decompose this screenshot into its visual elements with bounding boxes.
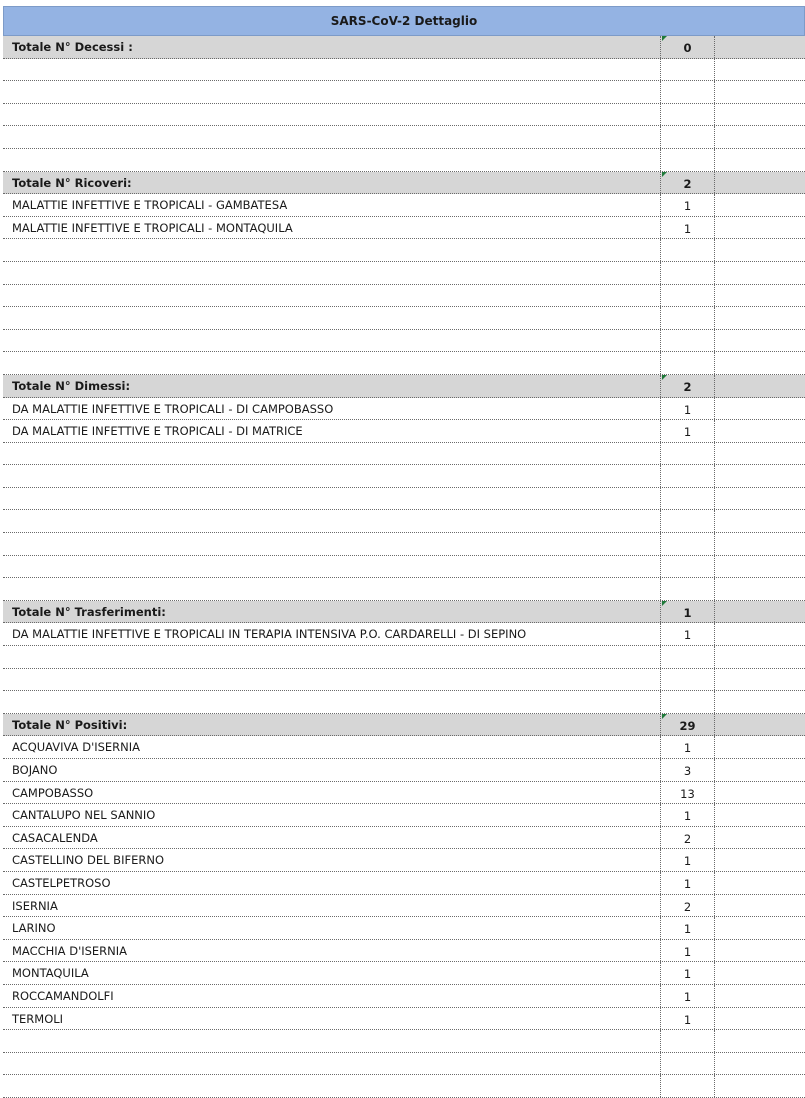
empty-row bbox=[3, 262, 805, 285]
row-value[interactable] bbox=[660, 556, 715, 578]
row-value[interactable] bbox=[660, 488, 715, 510]
row-label[interactable] bbox=[3, 691, 660, 713]
empty-cell[interactable] bbox=[715, 36, 805, 58]
table-row bbox=[3, 917, 805, 940]
empty-cell[interactable] bbox=[715, 782, 805, 804]
table-row bbox=[3, 194, 805, 217]
row-value[interactable]: 1 bbox=[660, 1008, 715, 1030]
empty-cell[interactable] bbox=[715, 420, 805, 442]
empty-cell[interactable] bbox=[715, 1053, 805, 1075]
empty-cell[interactable] bbox=[715, 759, 805, 781]
row-label[interactable]: LARINO bbox=[12, 921, 56, 936]
empty-cell[interactable] bbox=[715, 375, 805, 397]
row-value[interactable]: 1 bbox=[660, 804, 715, 826]
row-value[interactable] bbox=[660, 352, 715, 374]
row-value[interactable]: 2 bbox=[660, 895, 715, 917]
row-label[interactable]: CASTELPETROSO bbox=[12, 875, 111, 890]
section-total[interactable] bbox=[660, 172, 715, 194]
empty-cell[interactable] bbox=[715, 827, 805, 849]
empty-row bbox=[3, 669, 805, 692]
table-row bbox=[3, 736, 805, 759]
row-label[interactable] bbox=[3, 646, 660, 668]
table-row bbox=[3, 849, 805, 872]
row-label[interactable] bbox=[3, 330, 660, 352]
section-total[interactable] bbox=[660, 375, 715, 397]
empty-row bbox=[3, 578, 805, 601]
cell-comment-flag-icon bbox=[662, 601, 668, 606]
row-value[interactable]: 1 bbox=[660, 849, 715, 871]
row-label[interactable] bbox=[3, 59, 660, 81]
cell-comment-flag-icon bbox=[662, 375, 668, 380]
row-value[interactable] bbox=[660, 104, 715, 126]
empty-row bbox=[3, 330, 805, 353]
empty-row bbox=[3, 488, 805, 511]
section-label[interactable]: Totale N° Trasferimenti: bbox=[12, 604, 166, 619]
row-label[interactable]: DA MALATTIE INFETTIVE E TROPICALI - DI CAMPOBASSO bbox=[12, 401, 334, 416]
row-label[interactable]: ROCCAMANDOLFI bbox=[12, 988, 114, 1003]
row-value[interactable] bbox=[660, 578, 715, 600]
empty-row bbox=[3, 1075, 805, 1098]
empty-cell[interactable] bbox=[715, 239, 805, 261]
empty-cell[interactable] bbox=[715, 623, 805, 645]
spreadsheet bbox=[3, 6, 805, 1098]
cell-comment-flag-icon bbox=[662, 172, 668, 177]
row-label[interactable] bbox=[3, 556, 660, 578]
section-total[interactable] bbox=[660, 601, 715, 623]
row-value[interactable] bbox=[660, 262, 715, 284]
empty-cell[interactable] bbox=[715, 104, 805, 126]
row-value[interactable] bbox=[660, 1075, 715, 1097]
row-value[interactable]: 2 bbox=[660, 827, 715, 849]
row-value[interactable] bbox=[660, 307, 715, 329]
row-label[interactable]: DA MALATTIE INFETTIVE E TROPICALI - DI MATRICE bbox=[12, 424, 303, 439]
empty-cell[interactable] bbox=[715, 488, 805, 510]
row-value[interactable] bbox=[660, 691, 715, 713]
empty-row bbox=[3, 285, 805, 308]
section-total-text: 29 bbox=[679, 718, 696, 733]
empty-row bbox=[3, 81, 805, 104]
empty-cell[interactable] bbox=[715, 352, 805, 374]
empty-cell[interactable] bbox=[715, 398, 805, 420]
row-label[interactable]: CASACALENDA bbox=[12, 830, 98, 845]
row-label[interactable] bbox=[3, 104, 660, 126]
empty-row bbox=[3, 691, 805, 714]
empty-row bbox=[3, 59, 805, 82]
row-value[interactable] bbox=[660, 239, 715, 261]
section-header-row bbox=[3, 714, 805, 737]
section-total-text: 0 bbox=[683, 41, 692, 55]
table-row bbox=[3, 827, 805, 850]
empty-row bbox=[3, 646, 805, 669]
table-row bbox=[3, 759, 805, 782]
sheet-title: SARS-CoV-2 Dettaglio bbox=[3, 6, 805, 36]
row-label[interactable] bbox=[3, 488, 660, 510]
section-total-text: 2 bbox=[683, 176, 692, 191]
section-header-row bbox=[3, 172, 805, 195]
empty-cell[interactable] bbox=[715, 307, 805, 329]
empty-row bbox=[3, 533, 805, 556]
empty-cell[interactable] bbox=[715, 262, 805, 284]
empty-cell[interactable] bbox=[715, 1008, 805, 1030]
row-label[interactable]: MALATTIE INFETTIVE E TROPICALI - GAMBATESA bbox=[12, 198, 288, 213]
table-row bbox=[3, 1008, 805, 1031]
empty-cell[interactable] bbox=[715, 556, 805, 578]
row-value[interactable]: 1 bbox=[660, 985, 715, 1007]
empty-row bbox=[3, 104, 805, 127]
empty-cell[interactable] bbox=[715, 872, 805, 894]
empty-cell[interactable] bbox=[715, 917, 805, 939]
row-label[interactable] bbox=[3, 533, 660, 555]
row-label[interactable] bbox=[3, 1075, 660, 1097]
section-total-text: 2 bbox=[683, 379, 692, 394]
row-value[interactable]: 1 bbox=[660, 736, 715, 758]
row-value[interactable] bbox=[660, 1053, 715, 1075]
empty-cell[interactable] bbox=[715, 533, 805, 555]
row-value[interactable]: 13 bbox=[660, 782, 715, 804]
empty-cell[interactable] bbox=[715, 1030, 805, 1052]
row-value[interactable] bbox=[660, 285, 715, 307]
section-label[interactable]: Totale N° Dimessi: bbox=[12, 378, 131, 393]
empty-cell[interactable] bbox=[715, 330, 805, 352]
row-label[interactable] bbox=[3, 1053, 660, 1075]
row-label[interactable] bbox=[3, 465, 660, 487]
section-label[interactable]: Totale N° Ricoveri: bbox=[12, 175, 132, 190]
empty-cell[interactable] bbox=[715, 126, 805, 148]
empty-cell[interactable] bbox=[715, 736, 805, 758]
section-label[interactable]: Totale N° Decessi : bbox=[12, 40, 133, 54]
empty-cell[interactable] bbox=[715, 804, 805, 826]
cell-comment-flag-icon bbox=[662, 36, 668, 41]
table-row bbox=[3, 420, 805, 443]
empty-cell[interactable] bbox=[715, 962, 805, 984]
row-value[interactable]: 3 bbox=[660, 759, 715, 781]
empty-cell[interactable] bbox=[715, 172, 805, 194]
empty-cell[interactable] bbox=[715, 59, 805, 81]
row-value[interactable] bbox=[660, 669, 715, 691]
row-label[interactable] bbox=[3, 1030, 660, 1052]
section-header-row bbox=[3, 36, 805, 59]
row-value[interactable] bbox=[660, 126, 715, 148]
row-value[interactable] bbox=[660, 510, 715, 532]
empty-cell[interactable] bbox=[715, 81, 805, 103]
row-label[interactable] bbox=[3, 578, 660, 600]
row-label[interactable] bbox=[3, 149, 660, 171]
section-total[interactable] bbox=[660, 36, 715, 58]
empty-row bbox=[3, 352, 805, 375]
empty-row bbox=[3, 556, 805, 579]
table-row bbox=[3, 962, 805, 985]
table-row bbox=[3, 623, 805, 646]
empty-cell[interactable] bbox=[715, 895, 805, 917]
row-value[interactable]: 1 bbox=[660, 217, 715, 239]
empty-cell[interactable] bbox=[715, 1075, 805, 1097]
row-value[interactable] bbox=[660, 533, 715, 555]
empty-row bbox=[3, 239, 805, 262]
empty-cell[interactable] bbox=[715, 443, 805, 465]
empty-cell[interactable] bbox=[715, 985, 805, 1007]
section-total[interactable] bbox=[660, 714, 715, 736]
empty-row bbox=[3, 126, 805, 149]
row-value[interactable]: 1 bbox=[660, 962, 715, 984]
row-value[interactable]: 1 bbox=[660, 420, 715, 442]
empty-row bbox=[3, 149, 805, 172]
empty-row bbox=[3, 307, 805, 330]
row-label[interactable]: CASTELLINO DEL BIFERNO bbox=[12, 853, 164, 868]
empty-cell[interactable] bbox=[715, 940, 805, 962]
empty-cell[interactable] bbox=[715, 714, 805, 736]
row-label[interactable]: MONTAQUILA bbox=[12, 966, 89, 981]
cell-comment-flag-icon bbox=[662, 714, 668, 719]
table-row bbox=[3, 782, 805, 805]
row-label[interactable]: CAMPOBASSO bbox=[12, 785, 94, 800]
row-label[interactable] bbox=[3, 307, 660, 329]
table-row bbox=[3, 217, 805, 240]
row-value[interactable] bbox=[660, 443, 715, 465]
section-header-row bbox=[3, 375, 805, 398]
row-label[interactable] bbox=[3, 669, 660, 691]
row-value[interactable]: 1 bbox=[660, 398, 715, 420]
row-label[interactable]: ACQUAVIVA D'ISERNIA bbox=[12, 740, 141, 755]
row-label[interactable] bbox=[3, 285, 660, 307]
section-header-row bbox=[3, 601, 805, 624]
row-label[interactable]: TERMOLI bbox=[12, 1011, 64, 1026]
row-value[interactable]: 1 bbox=[660, 194, 715, 216]
row-label[interactable] bbox=[3, 239, 660, 261]
empty-cell[interactable] bbox=[715, 149, 805, 171]
empty-cell[interactable] bbox=[715, 194, 805, 216]
row-label[interactable]: DA MALATTIE INFETTIVE E TROPICALI IN TERAPIA INTENSIVA P.O. CARDARELLI - DI SEPINO bbox=[12, 627, 527, 642]
empty-cell[interactable] bbox=[715, 217, 805, 239]
empty-row bbox=[3, 465, 805, 488]
row-label[interactable] bbox=[3, 126, 660, 148]
table-row bbox=[3, 804, 805, 827]
row-value[interactable] bbox=[660, 330, 715, 352]
row-value[interactable] bbox=[660, 465, 715, 487]
section-total-text: 1 bbox=[683, 605, 692, 620]
row-value[interactable] bbox=[660, 81, 715, 103]
row-value[interactable] bbox=[660, 1030, 715, 1052]
row-value[interactable] bbox=[660, 149, 715, 171]
row-value[interactable] bbox=[660, 59, 715, 81]
empty-cell[interactable] bbox=[715, 510, 805, 532]
row-label[interactable] bbox=[3, 352, 660, 374]
row-value[interactable]: 1 bbox=[660, 917, 715, 939]
empty-cell[interactable] bbox=[715, 646, 805, 668]
empty-cell[interactable] bbox=[715, 465, 805, 487]
table-row bbox=[3, 985, 805, 1008]
table-body bbox=[3, 36, 805, 1098]
row-value[interactable]: 1 bbox=[660, 623, 715, 645]
empty-cell[interactable] bbox=[715, 691, 805, 713]
empty-cell[interactable] bbox=[715, 849, 805, 871]
empty-row bbox=[3, 443, 805, 466]
row-value[interactable]: 1 bbox=[660, 940, 715, 962]
empty-row bbox=[3, 1030, 805, 1053]
row-value[interactable]: 1 bbox=[660, 872, 715, 894]
row-label[interactable] bbox=[3, 262, 660, 284]
empty-cell[interactable] bbox=[715, 285, 805, 307]
row-label[interactable]: CANTALUPO NEL SANNIO bbox=[12, 808, 156, 823]
row-label[interactable]: MACCHIA D'ISERNIA bbox=[12, 943, 128, 958]
empty-row bbox=[3, 510, 805, 533]
row-label[interactable] bbox=[3, 510, 660, 532]
row-label[interactable]: MALATTIE INFETTIVE E TROPICALI - MONTAQUILA bbox=[12, 220, 293, 235]
empty-cell[interactable] bbox=[715, 601, 805, 623]
row-label[interactable] bbox=[3, 443, 660, 465]
row-label[interactable] bbox=[3, 81, 660, 103]
empty-cell[interactable] bbox=[715, 669, 805, 691]
section-label[interactable]: Totale N° Positivi: bbox=[12, 717, 128, 732]
empty-row bbox=[3, 1053, 805, 1076]
row-label[interactable]: ISERNIA bbox=[12, 898, 58, 913]
table-row bbox=[3, 895, 805, 918]
empty-cell[interactable] bbox=[715, 578, 805, 600]
table-row bbox=[3, 872, 805, 895]
table-row bbox=[3, 940, 805, 963]
row-value[interactable] bbox=[660, 646, 715, 668]
table-row bbox=[3, 398, 805, 421]
row-label[interactable]: BOJANO bbox=[12, 763, 58, 777]
